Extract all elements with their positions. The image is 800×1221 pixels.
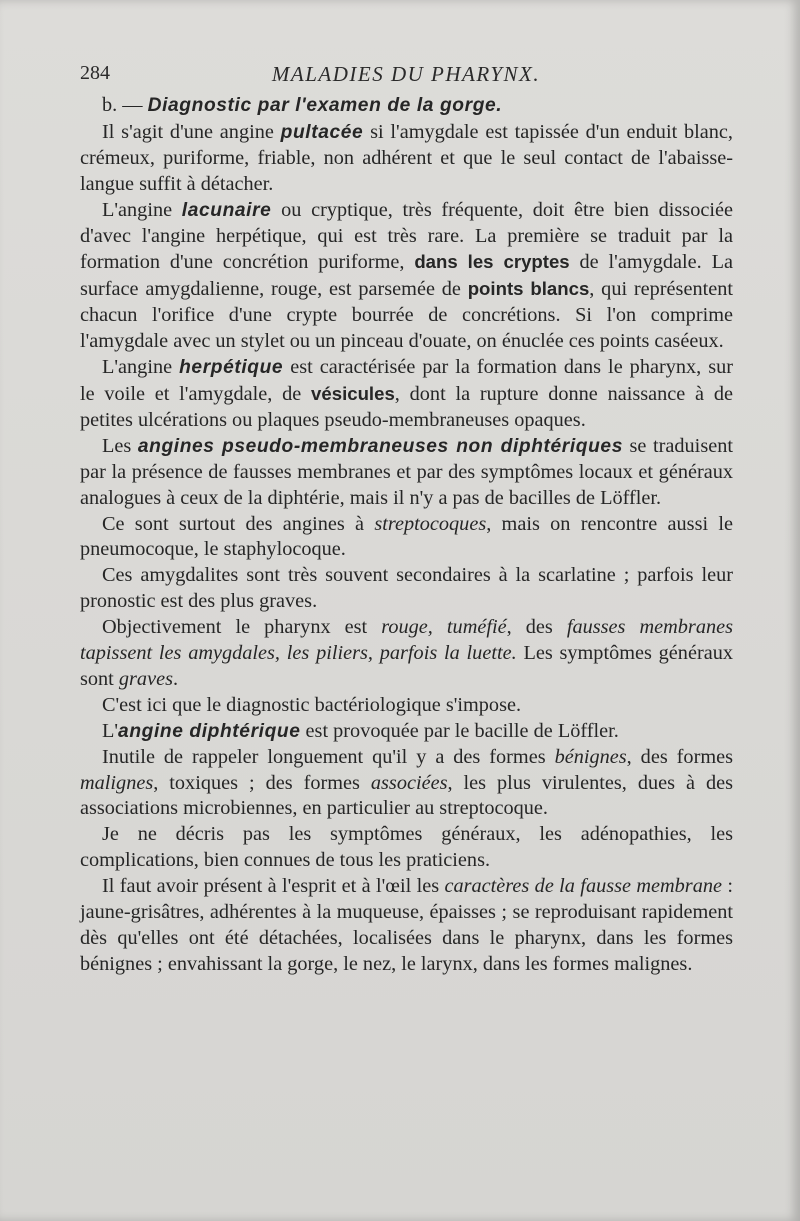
- paragraph-8: [80, 693, 733, 719]
- text-run: L': [102, 719, 119, 742]
- paragraph-11: [80, 822, 733, 874]
- text-run: , des: [506, 616, 567, 639]
- page-number: 284: [80, 62, 110, 84]
- emphasis-term: herpétique: [179, 357, 284, 379]
- emphasis-term: lacunaire: [181, 199, 272, 221]
- text-run: , dont la rupture donne naissance à de petites ulcérations ou plaques pseudo-membraneuses opaques.: [80, 382, 733, 431]
- text-run: , des formes: [626, 745, 733, 768]
- text-run: Objectivement le pharynx est: [102, 616, 382, 639]
- text-run: Les symptômes généraux sont: [80, 642, 733, 690]
- text-run: est provoquée par le bacille de Löffler.: [300, 719, 619, 742]
- paragraph-7: [80, 615, 733, 693]
- text-run: , qui représentent chacun l'orifice d'une crypte bourrée de concrétions. Si l'on comprime l'amygdale avec un stylet ou un pinceau d'ouate, on énuclée ces points caséeux.: [80, 278, 733, 353]
- paragraph-1: [80, 120, 733, 198]
- text-run: Inutile de rappeler longuement qu'il y a des formes: [102, 745, 555, 768]
- paragraph-4: [80, 434, 733, 512]
- section-label: b. —: [102, 94, 143, 116]
- text-run: Il s'agit d'une angine: [102, 120, 281, 143]
- text-run: Il faut avoir présent à l'esprit et à l'œil les: [102, 875, 445, 898]
- italic-term: malignes: [80, 771, 154, 794]
- text-run: de l'amygdale. La surface amygdalienne, rouge, est parsemée de: [80, 251, 734, 301]
- text-run: Ce sont surtout des angines à: [102, 512, 375, 535]
- text-run: L'angine: [102, 198, 182, 221]
- emphasis-term: angine diphtérique: [118, 720, 301, 742]
- paragraph-9: [80, 719, 733, 745]
- paragraph-5: [80, 512, 733, 564]
- section-title: Diagnostic par l'examen de la gorge.: [147, 95, 503, 116]
- paragraph-3: [80, 355, 733, 434]
- paragraph-10: [80, 745, 733, 823]
- italic-term: associées: [370, 771, 448, 794]
- text-run: Je ne décris pas les symptômes généraux, les adénopathies, les complications, bien connues de tous les praticiens.: [80, 823, 733, 872]
- text-run: ou cryptique, très fréquente, doit être bien dissociée d'avec l'angine herpétique, qui est très rare. La première se traduit par la formation d'une concrétion puriforme,: [80, 198, 733, 274]
- page-header: [80, 58, 732, 88]
- body-text: [80, 93, 733, 978]
- text-run: Ces amygdalites sont très souvent secondaires à la scarlatine ; parfois leur pronostic est des plus graves.: [80, 564, 733, 613]
- emphasis-term: pultacée: [280, 121, 364, 143]
- italic-term: graves: [118, 667, 173, 690]
- text-run: si l'amygdale est tapissée d'un enduit blanc, crémeux, puriforme, friable, non adhérent et que le seul contact de l'abaisse-langue suffit à détacher.: [80, 120, 733, 195]
- italic-term: fausses membranes tapissent les amygdales, les piliers, parfois la luette.: [80, 616, 733, 665]
- text-run: est caractérisée par la formation dans le pharynx, sur le voile et l'amygdale, de: [80, 356, 733, 405]
- bold-term: points blancs: [467, 278, 590, 300]
- emphasis-term: angines pseudo-membraneuses non diphtériques: [137, 435, 623, 457]
- text-run: L'angine: [102, 356, 180, 379]
- running-head: MALADIES DU PHARYNX.: [271, 62, 541, 86]
- paragraph-2: [80, 198, 733, 355]
- bold-term: vésicules: [311, 382, 395, 404]
- italic-term: bénignes: [554, 745, 627, 768]
- italic-term: streptocoques: [374, 512, 487, 535]
- text-run: , les plus virulentes, dues à des associations microbiennes, en particulier au streptocoque.: [80, 771, 734, 820]
- text-run: , mais on rencontre aussi le pneumocoque, le staphylocoque.: [80, 512, 734, 561]
- paragraph-12: [80, 874, 733, 978]
- text-run: se traduisent par la présence de fausses membranes et par des symptômes locaux et généraux analogues à ceux de la diphtérie, mais il n'y a pas de bacilles de Löffler.: [80, 434, 733, 509]
- text-run: , toxiques ; des formes: [153, 771, 371, 794]
- text-run: C'est ici que le diagnostic bactériologique s'impose.: [102, 693, 522, 716]
- paragraph-6: [80, 563, 733, 615]
- bold-term: dans les cryptes: [414, 251, 570, 273]
- italic-term: rouge, tuméfié: [381, 616, 507, 639]
- italic-term: caractères de la fausse membrane: [444, 875, 722, 898]
- text-run: Les: [102, 434, 138, 457]
- text-run: : jaune-grisâtres, adhérentes à la muqueuse, épaisses ; se reproduisant rapidement dès qu'elles ont été détachées, localisées dans le pharynx, dans les formes bénignes ; envahissant la gorge, le nez, le larynx, dans les formes malignes.: [80, 875, 733, 975]
- text-run: .: [172, 667, 179, 690]
- section-heading: [80, 93, 733, 119]
